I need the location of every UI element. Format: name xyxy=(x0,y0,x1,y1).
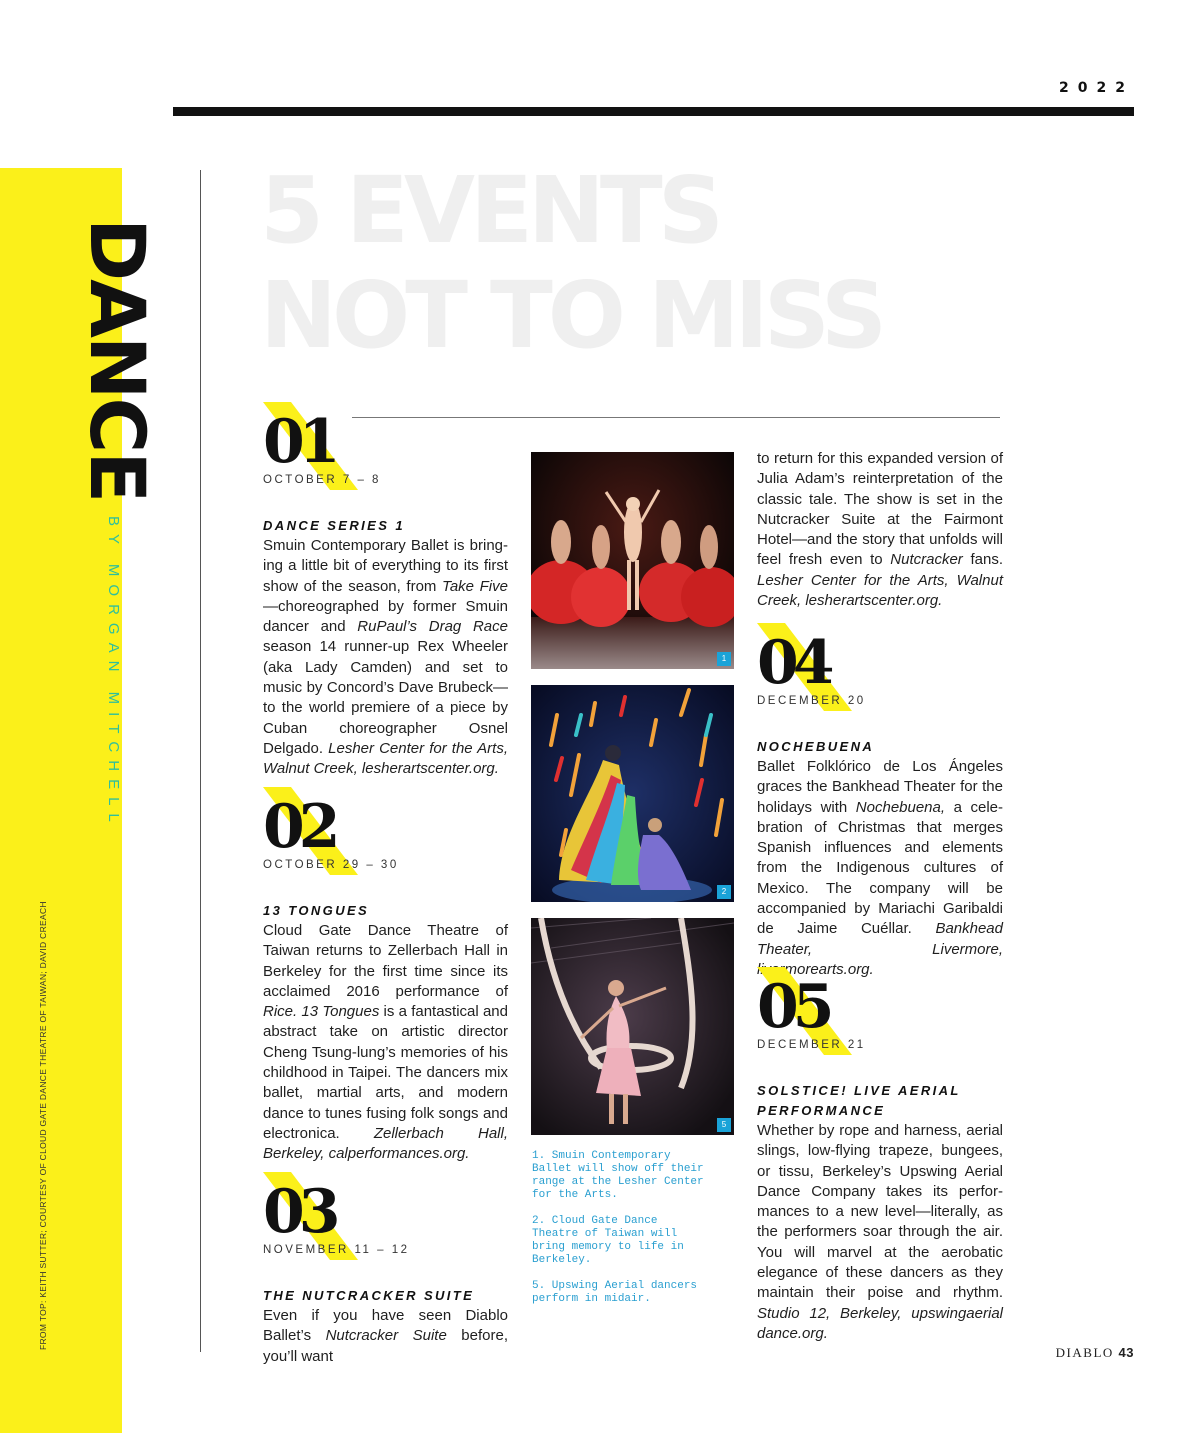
event-body: Even if you have seen Diablo Ballet’s Nutcracker Suite before, you’ll want xyxy=(263,1307,508,1365)
event-title: SOLSTICE! LIVE AERIAL PERFORMANCE xyxy=(757,1083,961,1118)
event-body-continued: to return for this expanded version of Julia Adam’s reinterpretation of the classic tale. The show is set in the Nutcracker Suite at the Fairmont Hotel—and the story that unfolds will feel fresh even to Nutcracker fans. Lesher Center for the Arts, Walnut Creek, lesherartscenter.org. xyxy=(757,450,1003,610)
photo-number-badge: 2 xyxy=(717,885,731,899)
photo-number-badge: 5 xyxy=(717,1118,731,1132)
event-date: DECEMBER 20 xyxy=(757,695,866,707)
event-02 xyxy=(263,787,508,1165)
photo-upswing-aerial xyxy=(531,918,734,1135)
caption-2: 2. Cloud Gate Dance Theatre of Taiwan will bring memory to life in Berkeley. xyxy=(532,1215,684,1266)
caption-5: 5. Upswing Aerial dancers perform in midair. xyxy=(532,1280,698,1305)
dancers-red-skirts-image xyxy=(531,452,734,669)
event-03 xyxy=(263,1172,508,1367)
page-number: 43 xyxy=(1118,1345,1134,1360)
italic-run: RuPaul’s Drag Race xyxy=(357,618,508,636)
magazine-name: DIABLO xyxy=(1055,1345,1114,1360)
photo-credit: FROM TOP: KEITH SUTTER; COURTESY OF CLOUD GATE DANCE THEATRE OF TAIWAN; DAVID CREACH xyxy=(38,901,48,1350)
event-header xyxy=(757,623,1002,713)
photo-number-badge: 1 xyxy=(717,652,731,666)
photo-cloud-gate xyxy=(531,685,734,902)
caption-1: 1. Smuin Contemporary Ballet will show off their range at the Lesher Center for the Arts. xyxy=(532,1150,704,1201)
event-body: Whether by rope and harness, aerial slings, low-flying trapeze, bungees, or tissu, Berkeley’s Upswing Aerial Dance Company takes its performances to a new level—literally, as the performers soar through the air. You will marvel at the aerobatic elegance of these dancers as they maintain their poise and rhythm. Studio 12, Berkeley, upswingaerial dance.org. xyxy=(757,1122,1003,1342)
italic-run: Lesher Center for the Arts, Walnut Creek, lesherartscenter.org. xyxy=(263,739,508,778)
italic-run: Rice. 13 Tongues xyxy=(263,1003,380,1021)
event-date: OCTOBER 29 – 30 xyxy=(263,859,399,871)
italic-run: Studio 12, Berkeley, upswingaerial dance.org. xyxy=(757,1304,1003,1342)
headline-line-1: 5 EVENTS xyxy=(260,157,719,264)
event-number: 05 xyxy=(757,972,829,1042)
aerial-dancer-hoop-image xyxy=(531,918,734,1135)
vertical-rule xyxy=(200,170,201,1352)
event-number: 01 xyxy=(263,407,335,477)
dancer-colorful-costume-image xyxy=(531,685,734,902)
byline: BY MORGAN MITCHELL xyxy=(105,516,122,830)
event-date: OCTOBER 7 – 8 xyxy=(263,474,381,486)
event-date: DECEMBER 21 xyxy=(757,1039,866,1051)
event-date: NOVEMBER 11 – 12 xyxy=(263,1244,410,1256)
italic-run: Nutcracker xyxy=(890,551,963,569)
event-body: Cloud Gate Dance Theatre of Taiwan returns to Zellerbach Hall in Berkeley for the first time since its acclaimed 2016 performance of Rice. 13 Tongues is a fantastical and abstract take on artistic director Cheng Tsung-lung’s memories of his childhood in Taipei. The dancers mix ballet, martial arts, and modern dance to tunes fusing folk songs and electronica. Zellerbach Hall, Berkeley, calperformances.org. xyxy=(263,922,508,1163)
italic-run: Bankhead Theater, Livermore, livermorearts.org. xyxy=(757,920,1003,978)
event-header xyxy=(263,787,508,877)
top-rule xyxy=(173,107,1134,116)
headline-line-2: NOT TO MISS xyxy=(260,262,883,369)
event-header xyxy=(263,1172,508,1262)
event-body: Ballet Folklórico de Los Ángeles graces the Bankhead Theater for the holidays with Nochebuena, a celebration of Christmas that merges Spanish influences and elements from the Indigenous cultures of Mexico. The company will be accompanied by Mariachi Garibaldi de Jaime Cuéllar. Bankhead Theater, Livermore, livermorearts.org. xyxy=(757,758,1003,978)
year-label: 2022 xyxy=(1059,80,1134,96)
photo-captions xyxy=(532,1150,707,1319)
event-title: 13 TONGUES xyxy=(263,903,370,918)
event-header xyxy=(757,967,1002,1057)
event-03-continued xyxy=(757,449,1003,611)
italic-run: Nochebuena, xyxy=(855,798,946,816)
event-number: 02 xyxy=(263,792,335,862)
page-folio xyxy=(1056,1345,1134,1361)
photo-smuin-ballet xyxy=(531,452,734,669)
event-05 xyxy=(757,967,1003,1344)
event-title: NOCHEBUENA xyxy=(757,739,875,754)
italic-run: Take Five xyxy=(442,577,508,595)
event-04 xyxy=(757,623,1003,980)
section-title: DANCE xyxy=(73,218,162,502)
headline xyxy=(260,158,882,368)
event-01 xyxy=(263,402,508,780)
event-body: Smuin Contemporary Ballet is bringing a little bit of everything to its first show of the season, from Take Five—choreographed by former Smuin dancer and RuPaul’s Drag Race season 14 runner-up Rex Wheeler (aka Lady Camden) and set to music by Concord’s Dave Brubeck—to the world premiere of a piece by Cuban choreographer Osnel Delgado. Lesher Center for the Arts, Walnut Creek, lesherartscenter.org. xyxy=(263,537,508,778)
italic-run: Lesher Center for the Arts, Walnut Creek, lesherartscenter.org. xyxy=(757,571,1003,610)
event-header xyxy=(263,402,508,492)
italic-run: Nutcracker Suite xyxy=(325,1327,447,1345)
event-number: 03 xyxy=(263,1177,335,1247)
italic-run: Zellerbach Hall, Berkeley, calperformances.org. xyxy=(263,1124,508,1163)
event-number: 04 xyxy=(757,628,829,698)
event-title: THE NUTCRACKER SUITE xyxy=(263,1288,475,1303)
event-title: DANCE SERIES 1 xyxy=(263,518,405,533)
